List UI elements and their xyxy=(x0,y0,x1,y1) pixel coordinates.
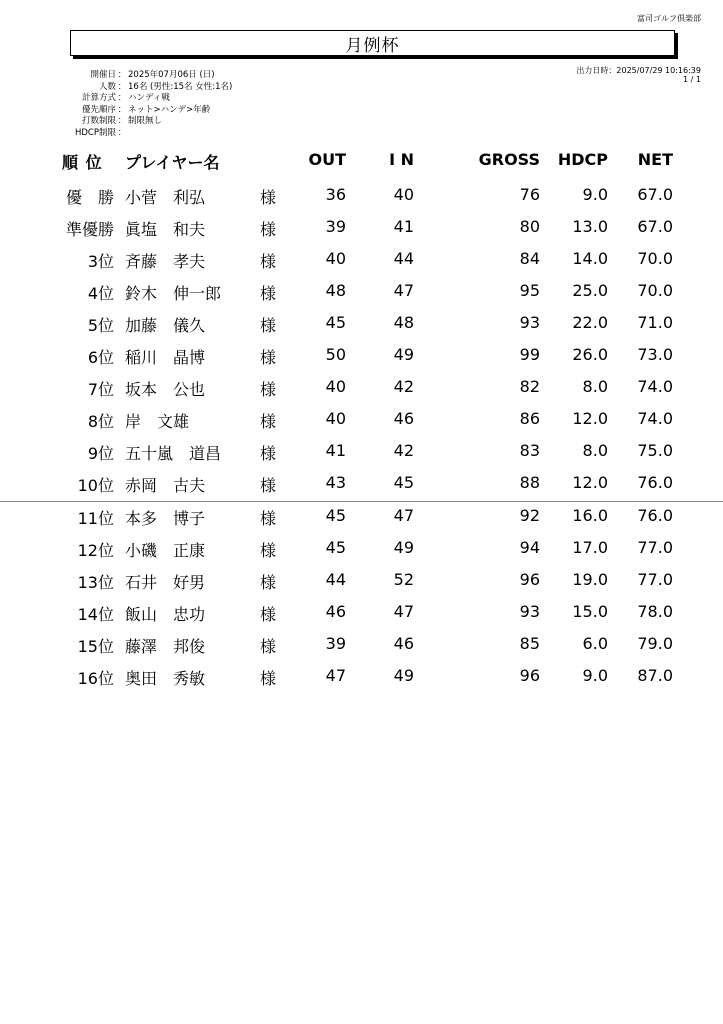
player-name: 加藤 儀久 xyxy=(125,316,206,335)
meta-label: 優先順序 xyxy=(81,104,116,115)
in-score: 45 xyxy=(393,473,414,492)
rank-cell: 準優勝 xyxy=(65,220,114,239)
net-score: 79.0 xyxy=(637,634,673,653)
meta-label: 開催日 xyxy=(90,70,116,80)
honorific: 様 xyxy=(260,188,277,207)
honorific: 様 xyxy=(260,348,277,367)
honorific: 様 xyxy=(260,252,277,271)
in-score: 42 xyxy=(393,377,414,396)
rank-cell: 8位 xyxy=(87,412,114,431)
in-score: 46 xyxy=(393,634,414,653)
header-gross: GROSS xyxy=(478,150,540,169)
output-datetime: 出力日時：2025/07/29 10:16:39 xyxy=(576,66,701,75)
meta-value: 2025年07月06日 (日) xyxy=(128,70,215,80)
results-table xyxy=(0,181,723,694)
net-score: 78.0 xyxy=(637,602,673,621)
meta-colon: ： xyxy=(117,93,127,103)
hdcp-value: 25.0 xyxy=(572,281,608,300)
header-in: I N xyxy=(389,150,414,169)
gross-score: 84 xyxy=(519,249,540,268)
hdcp-value: 13.0 xyxy=(572,217,608,236)
honorific: 様 xyxy=(260,669,277,688)
table-row xyxy=(0,437,723,469)
honorific: 様 xyxy=(260,476,277,495)
meta-colon: ： xyxy=(117,127,127,138)
out-score: 36 xyxy=(325,185,346,204)
out-score: 40 xyxy=(325,409,346,428)
meta-row-stroke-limit xyxy=(62,116,232,128)
meta-label: 計算方式 xyxy=(81,93,116,103)
gross-score: 96 xyxy=(519,570,540,589)
player-name: 藤澤 邦俊 xyxy=(125,637,206,656)
player-name: 石井 好男 xyxy=(125,573,206,592)
hdcp-value: 22.0 xyxy=(572,313,608,332)
meta-value: 16名 (男性:15名 女性:1名) xyxy=(128,81,233,92)
rank-cell: 14位 xyxy=(77,605,114,624)
in-score: 52 xyxy=(393,570,414,589)
table-row xyxy=(0,662,723,694)
hdcp-value: 15.0 xyxy=(572,602,608,621)
player-name: 奥田 秀敏 xyxy=(125,669,206,688)
out-score: 46 xyxy=(325,602,346,621)
out-score: 40 xyxy=(325,377,346,396)
rank-cell: 10位 xyxy=(77,476,114,495)
gross-score: 82 xyxy=(519,377,540,396)
table-row xyxy=(0,341,723,373)
rank-cell: 6位 xyxy=(87,348,114,367)
honorific: 様 xyxy=(260,509,277,528)
honorific: 様 xyxy=(260,412,277,431)
net-score: 70.0 xyxy=(637,281,673,300)
meta-colon: ： xyxy=(117,104,127,115)
player-name: 岸 文雄 xyxy=(125,412,190,431)
net-score: 71.0 xyxy=(637,313,673,332)
rank-cell: 12位 xyxy=(77,541,114,560)
net-score: 74.0 xyxy=(637,377,673,396)
out-score: 44 xyxy=(325,570,346,589)
hdcp-value: 26.0 xyxy=(572,345,608,364)
hdcp-value: 9.0 xyxy=(582,666,608,685)
out-score: 45 xyxy=(325,313,346,332)
gross-score: 94 xyxy=(519,538,540,557)
table-header xyxy=(0,150,723,174)
gross-score: 88 xyxy=(519,473,540,492)
gross-score: 92 xyxy=(519,506,540,525)
honorific: 様 xyxy=(260,605,277,624)
player-name: 飯山 忠功 xyxy=(125,605,206,624)
net-score: 74.0 xyxy=(637,409,673,428)
out-score: 40 xyxy=(325,249,346,268)
honorific: 様 xyxy=(260,541,277,560)
table-row xyxy=(0,501,723,534)
in-score: 46 xyxy=(393,409,414,428)
meta-value: 制限無し xyxy=(128,116,163,126)
page-title: 月例杯 xyxy=(70,30,675,56)
table-row xyxy=(0,630,723,662)
rank-cell: 15位 xyxy=(77,637,114,656)
player-name: 斉藤 孝夫 xyxy=(125,252,206,271)
gross-score: 86 xyxy=(519,409,540,428)
gross-score: 80 xyxy=(519,217,540,236)
out-score: 45 xyxy=(325,506,346,525)
rank-cell: 13位 xyxy=(77,573,114,592)
in-score: 42 xyxy=(393,441,414,460)
out-score: 41 xyxy=(325,441,346,460)
meta-value: ネット>ハンデ>年齢 xyxy=(128,104,211,115)
out-score: 39 xyxy=(325,217,346,236)
hdcp-value: 8.0 xyxy=(582,377,608,396)
honorific: 様 xyxy=(260,380,277,399)
meta-row-count xyxy=(62,82,232,94)
in-score: 47 xyxy=(393,281,414,300)
hdcp-value: 19.0 xyxy=(572,570,608,589)
header-out: OUT xyxy=(308,150,346,169)
gross-score: 95 xyxy=(519,281,540,300)
hdcp-value: 17.0 xyxy=(572,538,608,557)
meta-value: ハンディ戦 xyxy=(128,93,170,103)
net-score: 87.0 xyxy=(637,666,673,685)
in-score: 41 xyxy=(393,217,414,236)
meta-row-method xyxy=(62,93,232,105)
meta-row-hdcp-limit xyxy=(62,128,232,140)
table-row xyxy=(0,534,723,566)
player-name: 小菅 利弘 xyxy=(125,188,206,207)
honorific: 様 xyxy=(260,316,277,335)
meta-row-date xyxy=(62,70,232,82)
meta-colon: ： xyxy=(117,81,127,92)
honorific: 様 xyxy=(260,637,277,656)
out-score: 45 xyxy=(325,538,346,557)
in-score: 40 xyxy=(393,185,414,204)
meta-label: 人数 xyxy=(98,81,116,92)
hdcp-value: 9.0 xyxy=(582,185,608,204)
hdcp-value: 8.0 xyxy=(582,441,608,460)
hdcp-value: 6.0 xyxy=(582,634,608,653)
in-score: 47 xyxy=(393,506,414,525)
out-score: 48 xyxy=(325,281,346,300)
net-score: 70.0 xyxy=(637,249,673,268)
honorific: 様 xyxy=(260,284,277,303)
table-row xyxy=(0,469,723,501)
table-row xyxy=(0,566,723,598)
out-score: 39 xyxy=(325,634,346,653)
net-score: 67.0 xyxy=(637,217,673,236)
table-row xyxy=(0,405,723,437)
gross-score: 93 xyxy=(519,602,540,621)
rank-cell: 16位 xyxy=(77,669,114,688)
honorific: 様 xyxy=(260,444,277,463)
meta-colon: ： xyxy=(117,116,127,126)
net-score: 75.0 xyxy=(637,441,673,460)
gross-score: 85 xyxy=(519,634,540,653)
meta-colon: ： xyxy=(117,70,127,80)
net-score: 77.0 xyxy=(637,570,673,589)
gross-score: 76 xyxy=(519,185,540,204)
page-indicator: 1 / 1 xyxy=(683,75,701,84)
player-name: 小磯 正康 xyxy=(125,541,206,560)
meta-label: HDCP制限 xyxy=(75,127,116,138)
meta-label: 打数制限 xyxy=(81,116,116,126)
table-row xyxy=(0,213,723,245)
table-row xyxy=(0,373,723,405)
rank-cell: 11位 xyxy=(77,509,114,528)
out-score: 50 xyxy=(325,345,346,364)
rank-cell: 4位 xyxy=(87,284,114,303)
club-name: 富司ゴルフ倶楽部 xyxy=(637,14,701,23)
out-score: 43 xyxy=(325,473,346,492)
hdcp-value: 14.0 xyxy=(572,249,608,268)
player-name: 眞塩 和夫 xyxy=(125,220,206,239)
rank-cell: 優 勝 xyxy=(65,188,114,207)
player-name: 赤岡 古夫 xyxy=(125,476,206,495)
header-net: NET xyxy=(637,150,673,169)
meta-row-priority xyxy=(62,105,232,117)
in-score: 49 xyxy=(393,345,414,364)
meta-info xyxy=(62,70,232,139)
header-rank: 順 位 xyxy=(62,153,103,172)
table-row xyxy=(0,245,723,277)
rank-cell: 3位 xyxy=(87,252,114,271)
hdcp-value: 16.0 xyxy=(572,506,608,525)
in-score: 49 xyxy=(393,666,414,685)
player-name: 五十嵐 道昌 xyxy=(125,444,222,463)
net-score: 73.0 xyxy=(637,345,673,364)
gross-score: 96 xyxy=(519,666,540,685)
table-row xyxy=(0,277,723,309)
net-score: 76.0 xyxy=(637,473,673,492)
header-player: プレイヤー名 xyxy=(125,153,220,172)
player-name: 坂本 公也 xyxy=(125,380,206,399)
rank-cell: 7位 xyxy=(87,380,114,399)
in-score: 44 xyxy=(393,249,414,268)
gross-score: 99 xyxy=(519,345,540,364)
in-score: 48 xyxy=(393,313,414,332)
player-name: 稲川 晶博 xyxy=(125,348,206,367)
gross-score: 93 xyxy=(519,313,540,332)
table-row xyxy=(0,309,723,341)
gross-score: 83 xyxy=(519,441,540,460)
in-score: 49 xyxy=(393,538,414,557)
player-name: 鈴木 伸一郎 xyxy=(125,284,222,303)
rank-cell: 5位 xyxy=(87,316,114,335)
rank-cell: 9位 xyxy=(87,444,114,463)
net-score: 76.0 xyxy=(637,506,673,525)
honorific: 様 xyxy=(260,220,277,239)
net-score: 67.0 xyxy=(637,185,673,204)
out-score: 47 xyxy=(325,666,346,685)
hdcp-value: 12.0 xyxy=(572,409,608,428)
in-score: 47 xyxy=(393,602,414,621)
table-row xyxy=(0,181,723,213)
table-row xyxy=(0,598,723,630)
player-name: 本多 博子 xyxy=(125,509,206,528)
net-score: 77.0 xyxy=(637,538,673,557)
header-hdcp: HDCP xyxy=(557,150,608,169)
hdcp-value: 12.0 xyxy=(572,473,608,492)
honorific: 様 xyxy=(260,573,277,592)
